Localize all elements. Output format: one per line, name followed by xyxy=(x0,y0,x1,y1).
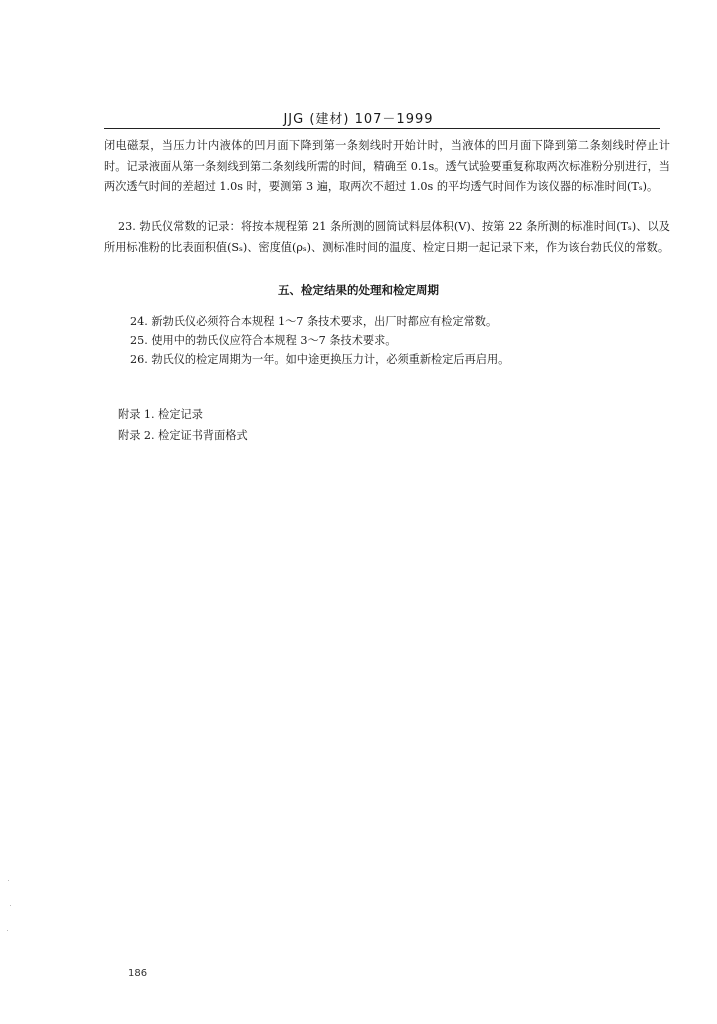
scan-speck xyxy=(7,930,8,931)
scan-speck xyxy=(8,880,9,881)
list-item-25: 25. 使用中的勃氏仪应符合本规程 3～7 条技术要求。 xyxy=(130,334,397,347)
section-heading: 五、检定结果的处理和检定周期 xyxy=(278,283,439,297)
paragraph-continued: 闭电磁泵，当压力计内液体的凹月面下降到第一条刻线时开始计时，当液体的凹月面下降到第二条刻线时停止计时。记录液面从第一条刻线到第二条刻线所需的时间，精确至 0.1s。透气试验要重复称取两次标准粉分别进行，当两次透气时间的差超过 1.0s 时，要测第 3 遍，取两次不超过 1.0s 的平均透气时间作为该仪器的标准时间(Tₛ)。 xyxy=(104,139,670,193)
appendix-entry-2: 附录 2. 检定证书背面格式 xyxy=(118,429,248,442)
page-header: JJG (建材) 107－1999 xyxy=(283,112,434,127)
list-item-24: 24. 新勃氏仪必须符合本规程 1～7 条技术要求，出厂时都应有检定常数。 xyxy=(130,315,498,328)
header-rule xyxy=(104,128,660,129)
list-item-26: 26. 勃氏仪的检定周期为一年。如中途更换压力计，必须重新检定后再启用。 xyxy=(130,353,510,366)
appendix-entry-1: 附录 1. 检定记录 xyxy=(118,408,203,421)
paragraph-item-23: 23. 勃氏仪常数的记录：将按本规程第 21 条所测的圆筒试料层体积(V)、按第 22 条所测的标准时间(Tₛ)、以及所用标准粉的比表面积值(Sₛ)、密度值(ρₛ)、测标准时间的温度、检定日期一起记录下来，作为该台勃氏仪的常数。 xyxy=(104,220,670,254)
page-number: 186 xyxy=(128,968,148,979)
scan-speck xyxy=(10,905,11,906)
